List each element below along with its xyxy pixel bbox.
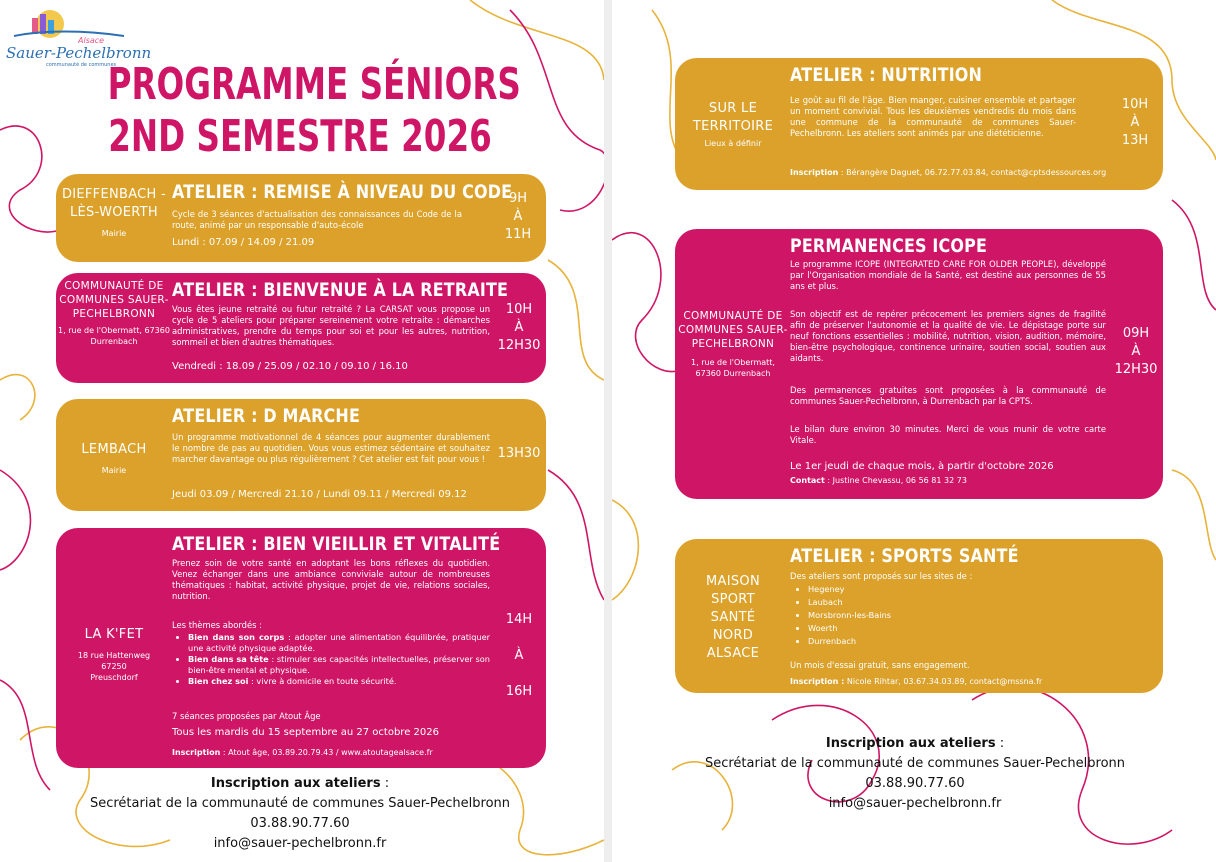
footer-email[interactable]: info@sauer-pechelbronn.fr — [828, 796, 1002, 811]
site-item: • Woerth — [808, 622, 1090, 635]
atelier-description: Prenez soin de votre santé en adoptant les bons réflexes du quotidien. Venez échanger dans une ambiance conviviale autour de nombreuses thématiques : habitat, activité physique, projet de vie, relations sociales, nutrition. — [172, 558, 490, 601]
icope-paragraph: Son objectif est de repérer précocement les premiers signes de fragilité afin de préserver l'autonomie et la qualité de vie. Le dépistage porte sur neuf fonctions essentielles : mobilité, nutrition, vision, audition, mémoire, bien-être psychologique, continence urinaire, soutien social, soutien aux aidants. — [790, 309, 1106, 363]
atelier-title: ATELIER : D MARCHE — [172, 405, 361, 427]
footer-email[interactable]: info@sauer-pechelbronn.fr — [213, 836, 387, 851]
location-sub: 18 rue Hattenweg 67250 Preuschdorf — [77, 651, 151, 682]
atelier-time: 13H30 — [497, 446, 541, 461]
atelier-location — [56, 279, 172, 347]
site-item: • Durrenbach — [808, 635, 1090, 648]
logo-tagline: communauté de communes — [46, 62, 117, 68]
location-sub: Mairie — [101, 466, 127, 475]
atelier-title: PERMANENCES ICOPE — [790, 235, 988, 257]
atelier-contact: Inscription : Atout âge, 03.89.20.79.43 / www.atoutagealsace.fr — [172, 748, 433, 757]
atelier-title: ATELIER : REMISE À NIVEAU DU CODE — [172, 181, 513, 203]
location-name: LEMBACH — [81, 442, 147, 457]
themes-label: Les thèmes abordés : — [172, 620, 262, 630]
atelier-description: Des ateliers sont proposés sur les sites de : — [790, 571, 973, 581]
location-name: LA K'FET — [84, 627, 144, 642]
permanences-icope-card — [675, 229, 1163, 499]
atelier-contact: Inscription : Bérangère Daguet, 06.72.77.03.84, contact@cptsdessources.org — [790, 168, 1107, 177]
location-name: SUR LE TERRITOIRE — [692, 101, 774, 134]
location-name: COMMUNAUTÉ DE COMMUNES SAUER-PECHELBRONN — [59, 280, 169, 320]
atelier-sessions: 7 séances proposées par Atout Âge — [172, 711, 321, 721]
logo-name: Sauer-Pechelbronn — [6, 44, 152, 62]
sites-list — [790, 581, 1090, 648]
footer-right: Inscription aux ateliers : Secrétariat de la communauté de communes Sauer-Pechelbronn 03.88.90.77.60 info@sauer-pechelbronn.fr — [675, 734, 1155, 814]
theme-item: • Bien chez soi : vivre à domicile en toute sécurité. — [188, 676, 490, 687]
page-title-line2: 2ND SEMESTRE 2026 — [108, 111, 492, 162]
atelier-contact: Inscription : Nicole Rihtar, 03.67.34.03.89, contact@mssna.fr — [790, 677, 1043, 686]
icope-paragraph: Le programme ICOPE (INTEGRATED CARE FOR OLDER PEOPLE), développé par l'Organisation mondiale de la Santé, est destiné aux personnes de 55 ans et plus. — [790, 259, 1106, 291]
left-page — [0, 0, 604, 862]
atelier-card-code — [56, 174, 546, 262]
atelier-description: Cycle de 3 séances d'actualisation des connaissances du Code de la route, animé par un responsable d'auto-école — [172, 209, 462, 230]
atelier-description: Le goût au fil de l'âge. Bien manger, cuisiner ensemble et partager un moment convivial. Tous les deuxièmes vendredis du mois dans une commune de la communauté de communes Sauer-Pechelbronn. Les ateliers sont animés par une diététicienne. — [790, 95, 1076, 138]
location-name: MAISON SPORT SANTÉ NORD ALSACE — [706, 574, 760, 661]
location-sub: Mairie — [101, 229, 127, 238]
atelier-dates: Vendredi : 18.09 / 25.09 / 02.10 / 09.10 / 16.10 — [172, 361, 408, 372]
logo-region: Alsace — [78, 36, 105, 45]
atelier-title: ATELIER : SPORTS SANTÉ — [790, 545, 1019, 567]
atelier-location — [675, 100, 791, 149]
location-name: DIEFFENBACH -LÈS-WOERTH — [61, 187, 167, 220]
location-sub: 1, rue de l'Obermatt, 67360 Durrenbach — [691, 358, 775, 378]
atelier-description: Vous êtes jeune retraité ou futur retraité ? La CARSAT vous propose un cycle de 5 ateliers pour préparer sereinement votre retraite : démarches administratives, prendre du temps pour soi et pour les autres, nutrition, sommeil et bien d'autres thématiques. — [172, 304, 490, 347]
atelier-title: ATELIER : BIEN VIEILLIR ET VITALITÉ — [172, 533, 501, 555]
site-item: • Laubach — [808, 596, 1090, 609]
atelier-contact: Contact : Justine Chevassu, 06 56 81 32 73 — [790, 476, 967, 485]
theme-item: • Bien dans son corps : adopter une alimentation équilibrée, pratiquer une activité physique adaptée. — [188, 632, 490, 654]
atelier-time: 14H À 16H — [505, 612, 533, 699]
site-item: • Hegeney — [808, 583, 1090, 596]
footer-left: Inscription aux ateliers : Secrétariat de la communauté de communes Sauer-Pechelbronn 03.88.90.77.60 info@sauer-pechelbronn.fr — [60, 774, 540, 854]
atelier-time: 9H À 11H — [504, 191, 532, 242]
atelier-location — [675, 573, 791, 663]
atelier-location — [675, 309, 791, 379]
atelier-title: ATELIER : BIENVENUE À LA RETRAITE — [172, 279, 509, 301]
atelier-card-sports — [675, 539, 1163, 693]
site-item: • Morsbronn-les-Bains — [808, 609, 1090, 622]
theme-item: • Bien dans sa tête : stimuler ses capacités intellectuelles, préserver son bien-être mental et physique. — [188, 654, 490, 676]
page-divider — [604, 0, 612, 862]
atelier-location — [56, 626, 172, 683]
atelier-card-dmarche — [56, 399, 546, 511]
atelier-dates: Tous les mardis du 15 septembre au 27 octobre 2026 — [172, 727, 439, 738]
atelier-dates: Lundi : 07.09 / 14.09 / 21.09 — [172, 237, 315, 248]
icope-paragraph: Le bilan dure environ 30 minutes. Merci de vous munir de votre carte Vitale. — [790, 424, 1106, 445]
themes-list — [172, 632, 490, 687]
atelier-description: Un programme motivationnel de 4 séances pour augmenter durablement le nombre de pas au quotidien. Vous vous estimez sédentaire et souhaitez marcher davantage ou plus régulièrement ? Cet atelier est fait pour vous ! — [172, 432, 490, 464]
atelier-time: 09H À 12H30 — [1114, 326, 1158, 377]
location-name: COMMUNAUTÉ DE COMMUNES SAUER-PECHELBRONN — [678, 310, 788, 350]
atelier-location — [56, 441, 172, 476]
location-sub: 1, rue de l'Obermatt, 67360 Durrenbach — [58, 326, 170, 346]
icope-paragraph: Des permanences gratuites sont proposées à la communauté de communes Sauer-Pechelbronn, à Durrenbach par la CPTS. — [790, 385, 1106, 406]
page-title-line1: PROGRAMME SÉNIORS — [107, 59, 521, 110]
atelier-title: ATELIER : NUTRITION — [790, 64, 983, 86]
atelier-trial: Un mois d'essai gratuit, sans engagement. — [790, 660, 970, 670]
atelier-time: 10H À 13H — [1121, 97, 1149, 148]
atelier-location — [56, 186, 172, 239]
atelier-dates: Le 1er jeudi de chaque mois, à partir d'octobre 2026 — [790, 461, 1054, 472]
atelier-dates: Jeudi 03.09 / Mercredi 21.10 / Lundi 09.11 / Mercredi 09.12 — [172, 489, 467, 500]
atelier-card-vitalite — [56, 528, 546, 768]
location-sub: Lieux à définir — [704, 139, 762, 148]
right-page — [612, 0, 1216, 862]
atelier-time: 10H À 12H30 — [497, 302, 541, 353]
atelier-card-retraite — [56, 273, 546, 383]
atelier-card-nutrition — [675, 58, 1163, 190]
